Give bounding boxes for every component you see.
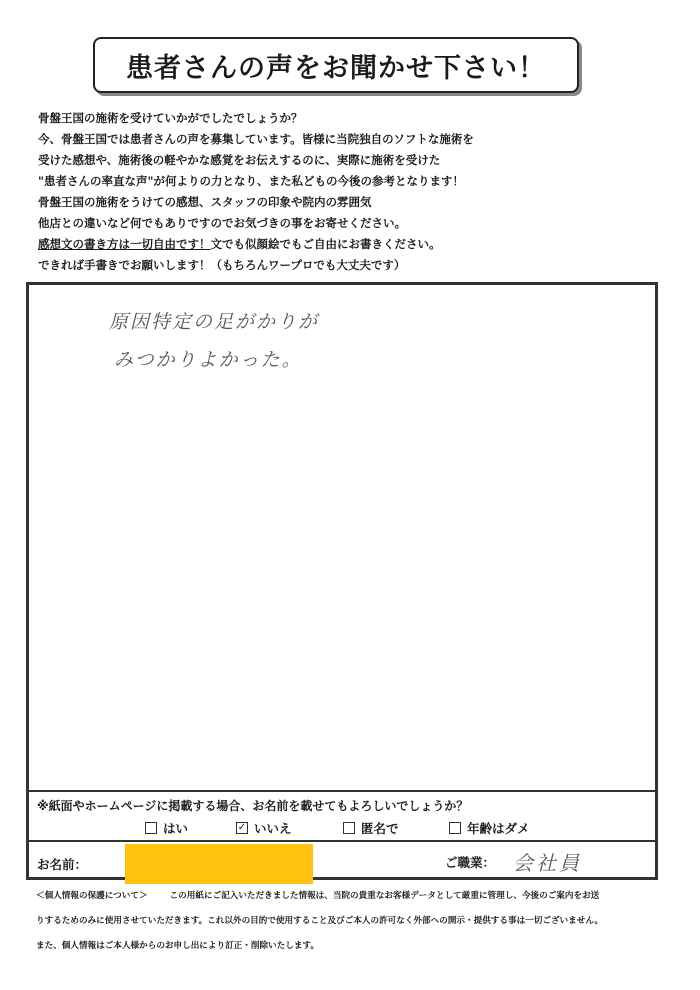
occupation-label: ご職業： xyxy=(445,855,496,870)
intro-line: 今、骨盤王国では患者さんの声を募集しています。皆様に当院独自のソフトな施術を xyxy=(38,132,474,146)
divider xyxy=(29,840,655,842)
privacy-line: りするためのみに使用させていただきます。これ以外の目的で使用すること及びご本人の許可なく外部への開示・提供する事は一切ございません。 xyxy=(36,916,604,926)
option-label: 匿名で xyxy=(361,821,399,836)
privacy-text: この用紙にご記入いただきました情報は、当院の貴重なお客様データとして厳重に管理し、今後のご案内をお送 xyxy=(169,891,600,901)
privacy-heading: ＜個人情報の保護について＞ xyxy=(36,891,148,901)
occupation-value: 会社員 xyxy=(513,851,582,875)
handwritten-comment-line: 原因特定の足がかりが xyxy=(109,311,320,333)
title-box xyxy=(93,37,579,93)
divider xyxy=(29,790,655,792)
checkbox[interactable] xyxy=(145,822,157,834)
name-label: お名前： xyxy=(37,857,88,872)
privacy-line: また、個人情報はご本人様からのお申し出により訂正・削除いたします。 xyxy=(36,941,319,951)
consent-options xyxy=(29,819,655,839)
intro-line: できれば手書きでお願いします！（もちろんワープロでも大丈夫です） xyxy=(38,258,406,272)
intro-underlined-text: 感想文の書き方は一切自由です！ xyxy=(38,237,211,251)
intro-line: 骨盤王国の施術をうけての感想、スタッフの印象や院内の雰囲気 xyxy=(38,195,372,209)
name-field-redacted[interactable] xyxy=(125,844,313,884)
checkbox[interactable] xyxy=(343,822,355,834)
option-yes[interactable] xyxy=(145,819,188,837)
intro-line: "患者さんの率直な声"が何よりの力となり、また私どもの今後の参考となります！ xyxy=(38,174,464,188)
option-no[interactable] xyxy=(236,819,292,837)
intro-text xyxy=(38,108,638,276)
intro-line: 骨盤王国の施術を受けていかがでしたでしょうか？ xyxy=(38,111,303,125)
option-anonymous[interactable] xyxy=(343,819,399,837)
survey-form-frame xyxy=(26,282,658,880)
comment-area[interactable] xyxy=(29,285,655,790)
option-label: 年齢はダメ xyxy=(467,821,530,836)
page-title: 患者さんの声をお聞かせ下さい！ xyxy=(126,52,546,84)
checkbox-checked[interactable]: ✓ xyxy=(237,822,247,833)
option-label: いいえ xyxy=(254,821,292,836)
option-no-age[interactable] xyxy=(449,819,530,837)
privacy-line xyxy=(36,886,666,911)
intro-line xyxy=(38,234,638,255)
checkbox[interactable] xyxy=(449,822,461,834)
intro-line: 他店との違いなど何でもありですのでお気づきの事をお寄せください。 xyxy=(38,216,406,230)
handwritten-comment-line: みつかりよかった。 xyxy=(114,349,303,371)
privacy-notice xyxy=(36,886,666,961)
intro-line: 受けた感想や、施術後の軽やかな感覚をお伝えするのに、実際に施術を受けた xyxy=(38,153,441,167)
consent-question: ※紙面やホームページに掲載する場合、お名前を載せてもよろしいでしょうか？ xyxy=(37,799,469,813)
option-label: はい xyxy=(163,821,189,836)
intro-line-rest: 文でも似顔絵でもご自由にお書きください。 xyxy=(210,237,441,251)
